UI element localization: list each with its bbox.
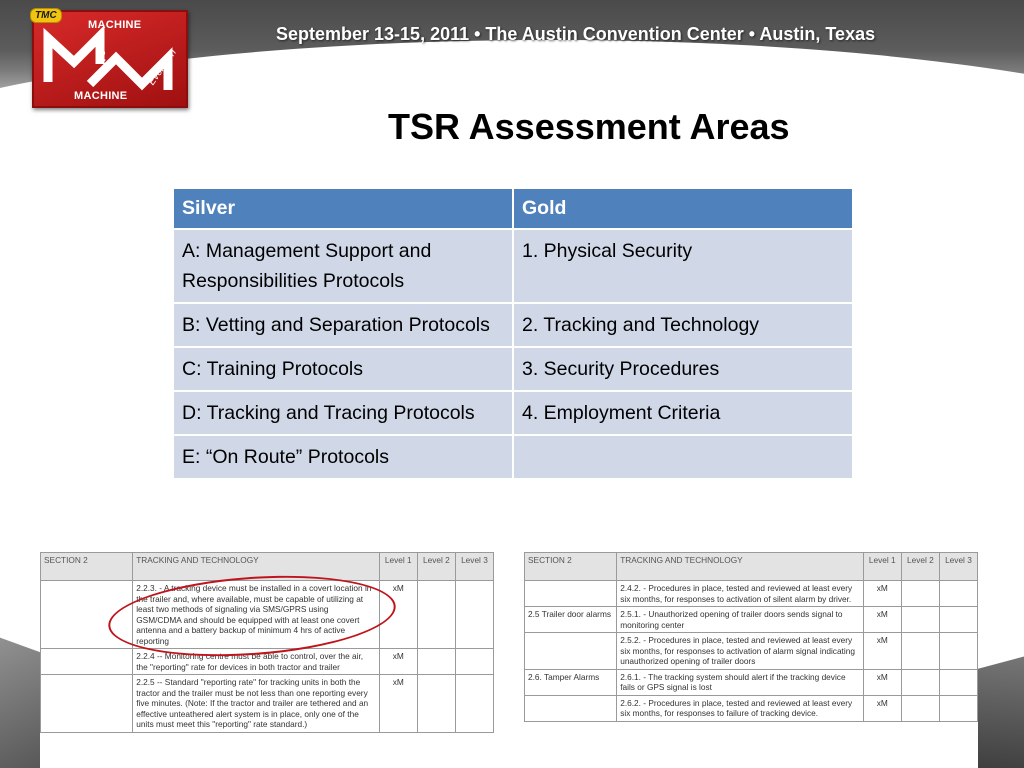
- scan-level-2-cell: [901, 633, 939, 670]
- scan-header-level-1: Level 1: [863, 553, 901, 581]
- assessment-areas-table: [172, 187, 854, 480]
- gold-cell: 1. Physical Security: [513, 229, 853, 303]
- gold-cell: 4. Employment Criteria: [513, 391, 853, 435]
- logo-bottom-word: MACHINE: [74, 90, 128, 102]
- scan-level-3-cell: [939, 581, 977, 607]
- scan-requirement-cell: 2.6.2. - Procedures in place, tested and reviewed at least every six months, for responses to failure of tracking device.: [617, 695, 864, 721]
- logo-tagline: Evolution: [146, 47, 179, 88]
- scan-level-2-cell: [901, 669, 939, 695]
- table-row: [525, 607, 978, 633]
- scan-requirement-cell: 2.6.1. - The tracking system should alert if the tracking device fails or GPS signal is lost: [617, 669, 864, 695]
- scan-requirement-cell: 2.5.1. - Unauthorized opening of trailer doors sends signal to monitoring center: [617, 607, 864, 633]
- scan-section-cell: [525, 633, 617, 670]
- scan-section-cell: [525, 695, 617, 721]
- scanned-table-right: [524, 552, 978, 768]
- header-silver: Silver: [173, 188, 513, 229]
- scan-section-cell: 2.5 Trailer door alarms: [525, 607, 617, 633]
- scan-level-1-cell: xM: [863, 669, 901, 695]
- scan-header-section: SECTION 2: [525, 553, 617, 581]
- scan-section-cell: [41, 675, 133, 733]
- scan-level-3-cell: [939, 669, 977, 695]
- silver-cell: B: Vetting and Separation Protocols: [173, 303, 513, 347]
- logo-top-word: MACHINE: [88, 19, 142, 31]
- table-row: [173, 435, 853, 479]
- scan-section-cell: [525, 581, 617, 607]
- silver-cell: C: Training Protocols: [173, 347, 513, 391]
- scan-section-cell: 2.6. Tamper Alarms: [525, 669, 617, 695]
- table-row: [525, 695, 978, 721]
- scan-header-level-2: Level 2: [901, 553, 939, 581]
- slide-title: TSR Assessment Areas: [388, 106, 790, 147]
- header-gold: Gold: [513, 188, 853, 229]
- scan-level-3-cell: [455, 649, 493, 675]
- scan-header-level-2: Level 2: [417, 553, 455, 581]
- scan-header-level-1: Level 1: [379, 553, 417, 581]
- scan-level-1-cell: xM: [379, 581, 417, 649]
- silver-cell: E: “On Route” Protocols: [173, 435, 513, 479]
- scan-header-row: [525, 553, 978, 581]
- event-info: September 13-15, 2011 • The Austin Convention Center • Austin, Texas: [276, 24, 876, 44]
- gold-cell: [513, 435, 853, 479]
- table-row: [173, 391, 853, 435]
- table-row: [525, 581, 978, 607]
- scan-level-3-cell: [939, 633, 977, 670]
- gold-cell: 3. Security Procedures: [513, 347, 853, 391]
- scan-requirement-cell: 2.5.2. - Procedures in place, tested and reviewed at least every six months, for responses to activation of alarm signal indicating unauthorized opening of trailer doors: [617, 633, 864, 670]
- scan-requirement-cell: 2.2.5 -- Standard "reporting rate" for tracking units in both the tractor and the trailer must be not less than one reporting every five minutes. (Note: If the tractor and trailer are tethered and an effective unteathered alert system is in place, only one of the units must meet this "reporting" rate standard.): [133, 675, 380, 733]
- table-row: [525, 669, 978, 695]
- scan-level-2-cell: [417, 675, 455, 733]
- scan-level-2-cell: [901, 695, 939, 721]
- scan-level-2-cell: [901, 607, 939, 633]
- scan-header-topic: TRACKING AND TECHNOLOGY: [133, 553, 380, 581]
- scan-header-level-3: Level 3: [455, 553, 493, 581]
- scan-level-1-cell: xM: [863, 607, 901, 633]
- table-row: [525, 633, 978, 670]
- silver-cell: A: Management Support and Responsibilities Protocols: [173, 229, 513, 303]
- scan-level-2-cell: [901, 581, 939, 607]
- silver-cell: D: Tracking and Tracing Protocols: [173, 391, 513, 435]
- table-row: [173, 347, 853, 391]
- scan-level-1-cell: xM: [379, 675, 417, 733]
- tmc-badge: TMC: [30, 8, 62, 23]
- machine-to-machine-logo: [32, 10, 188, 108]
- scan-level-2-cell: [417, 649, 455, 675]
- table-row: [173, 303, 853, 347]
- gold-cell: 2. Tracking and Technology: [513, 303, 853, 347]
- scan-level-1-cell: xM: [863, 695, 901, 721]
- scan-requirement-cell: 2.2.4 -- Monitoring centre must be able to control, over the air, the "reporting" rate for devices in both tractor and trailer: [133, 649, 380, 675]
- scan-level-1-cell: xM: [379, 649, 417, 675]
- scan-level-3-cell: [455, 581, 493, 649]
- logo-number: 2: [97, 48, 106, 65]
- scan-requirement-cell: 2.4.2. - Procedures in place, tested and reviewed at least every six months, for responses to activation of silent alarm by driver.: [617, 581, 864, 607]
- scan-header-topic: TRACKING AND TECHNOLOGY: [617, 553, 864, 581]
- table-header-row: [173, 188, 853, 229]
- scan-requirement-cell: 2.2.3. - A tracking device must be installed in a covert location in the trailer and, where available, must be capable of utilizing at least two methods of signaling via SMS/GPRS using GSM/CDMA and should be equipped with at least one covert antenna and a battery backup of minimum 4 hrs of active reporting: [133, 581, 380, 649]
- scan-level-3-cell: [939, 607, 977, 633]
- table-row: [41, 675, 494, 733]
- tracking-technology-table-right: [524, 552, 978, 722]
- scan-section-cell: [41, 649, 133, 675]
- scan-level-1-cell: xM: [863, 633, 901, 670]
- scan-level-3-cell: [455, 675, 493, 733]
- scan-header-level-3: Level 3: [939, 553, 977, 581]
- scan-level-1-cell: xM: [863, 581, 901, 607]
- scan-header-section: SECTION 2: [41, 553, 133, 581]
- scan-level-2-cell: [417, 581, 455, 649]
- table-row: [173, 229, 853, 303]
- scan-level-3-cell: [939, 695, 977, 721]
